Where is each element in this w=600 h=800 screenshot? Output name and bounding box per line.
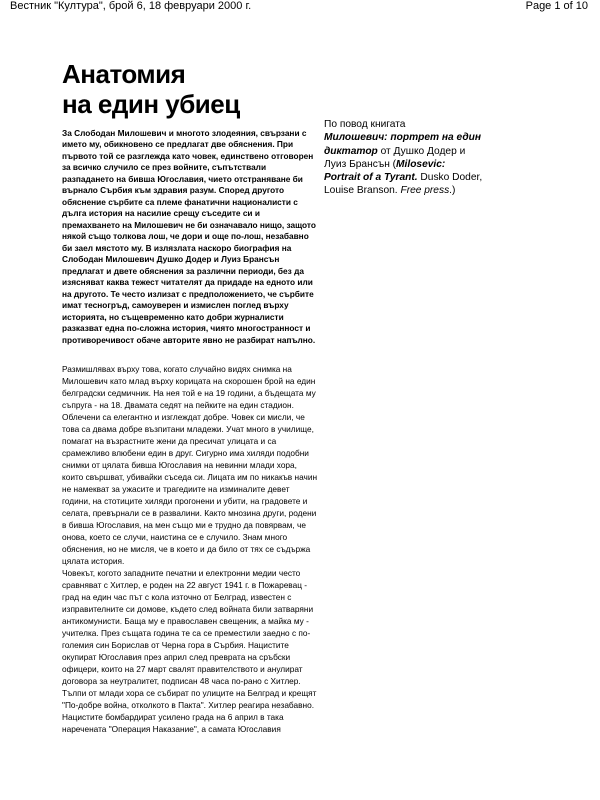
body-paragraph-2: Човекът, когото западните печатни и електронни медии често сравняват с Хитлер, е роден на 22 август 1941 г. в Пожаревац - град на един час път с кола източно от Белград, известен с изправителните си домове, където след войната били затваряни антикомунисти. Баща му е православен свещеник, а майка му - учителка. През същата година те са се преместили заедно с по-големия син Борислав от Черна гора в Сърбия. Нацистите окупират Югославия през април след превратa на сръбски офицери, които на 27 март свалят правителството и анулират договора за неутралитет, подписан 48 часа по-рано с Хитлер. Тълпи от млади хора се събират по улиците на Белград и крещят "По-добре война, отколкото в Пакта". Хитлер реагира незабавно. Нацистите бомбардират усилено града на 6 април в така наречената "Операция Наказание", а самата Югославия — [62, 568, 317, 734]
page-number: Page 1 of 10 — [525, 0, 588, 12]
title-line-2: на един убиец — [62, 89, 240, 119]
article-lead: За Слободан Милошевич и многото злодеяния, свързани с името му, обикновено се предлагат две обяснения. При първото той се разглежда като човек, единствено отговорен за всичко случило се през войните, съпътствали разпадането на бившa Югославия, чието отстраняване би върнало Сърбия към здравия разум. Според другото обяснение сърбите са племе фанатични националисти с дълга история на насилие срещу съседите си и премахването на Милошевич не би означавало нищо, защото някой също толкова лош, че дори и още по-лош, незабавно би заел мястото му. В излязлата наскоро биография на Слободан Милошевич Душко Додер и Луиз Брансън предлагат и двете обяснения за различни периоди, без да изясняват каква тежест читателят да придаде на едното или на другото. Те често излизат с предположението, че сърбите имат тесногръд, самоуверен и измислен поглед върху историята, но същевременно като добри журналисти разказват една по-сложна история, чиято многостранност и противоречивост обаче авторите явно не разбират напълно. — [62, 128, 316, 345]
book-title-en: Milosevic: Portrait of a Tyrant. — [324, 158, 446, 184]
article-body — [62, 363, 320, 735]
publication-info: Вестник "Култура", брой 6, 18 февруари 2000 г. — [10, 0, 252, 12]
book-info-sidebar — [324, 118, 484, 198]
sidebar-intro: По повод книгата — [324, 119, 406, 130]
page-header — [0, 0, 600, 14]
article-title — [62, 59, 240, 119]
sidebar-close: .) — [449, 185, 456, 197]
book-title-bg: Милошевич: портрет на един диктатор — [324, 132, 482, 157]
sidebar-authors: от Душко Додер и Луиз Брансън ( — [324, 145, 466, 170]
publisher-name: Free press — [400, 185, 450, 197]
title-line-1: Анатомия — [62, 59, 186, 89]
sidebar-publisher-prefix: Dusko Doder, Louise Branson. — [324, 172, 483, 197]
body-paragraph-1: Размишлявах върху това, когато случайно видях снимка на Милошевич като млад върху корицата на скорошен брой на един белградски седмичник. На нея той е на 19 години, а бъдещата му съпруга - на 18. Двамата седят на пейките на един стадион. Облечени са елегантно и изглеждат добре. Човек си мисли, че това са двама добре възпитани младежи. Учат много в училище, помагат на възрастните жени да пресичат улицата и са срамежливо влюбени един в друг. Сигурно има хиляди подобни снимки от цялата бивша Югославия на невинни млади хора, които свършват, убивайки съседа си. Лицата им по никакъв начин не намекват за ужасите и трагедиите на изминалите девет години, на стотиците хиляди прогонени и убити, на градовете и селата, превърнали се в развалини. Както мнозина други, родени в бившa Югославия, на мен също ми е трудно да повярвам, че онова, което се случи, наистина се е случило. Знам много обяснения, но не мисля, че в което и да било от тях се съдържа цялата история. — [62, 364, 318, 566]
